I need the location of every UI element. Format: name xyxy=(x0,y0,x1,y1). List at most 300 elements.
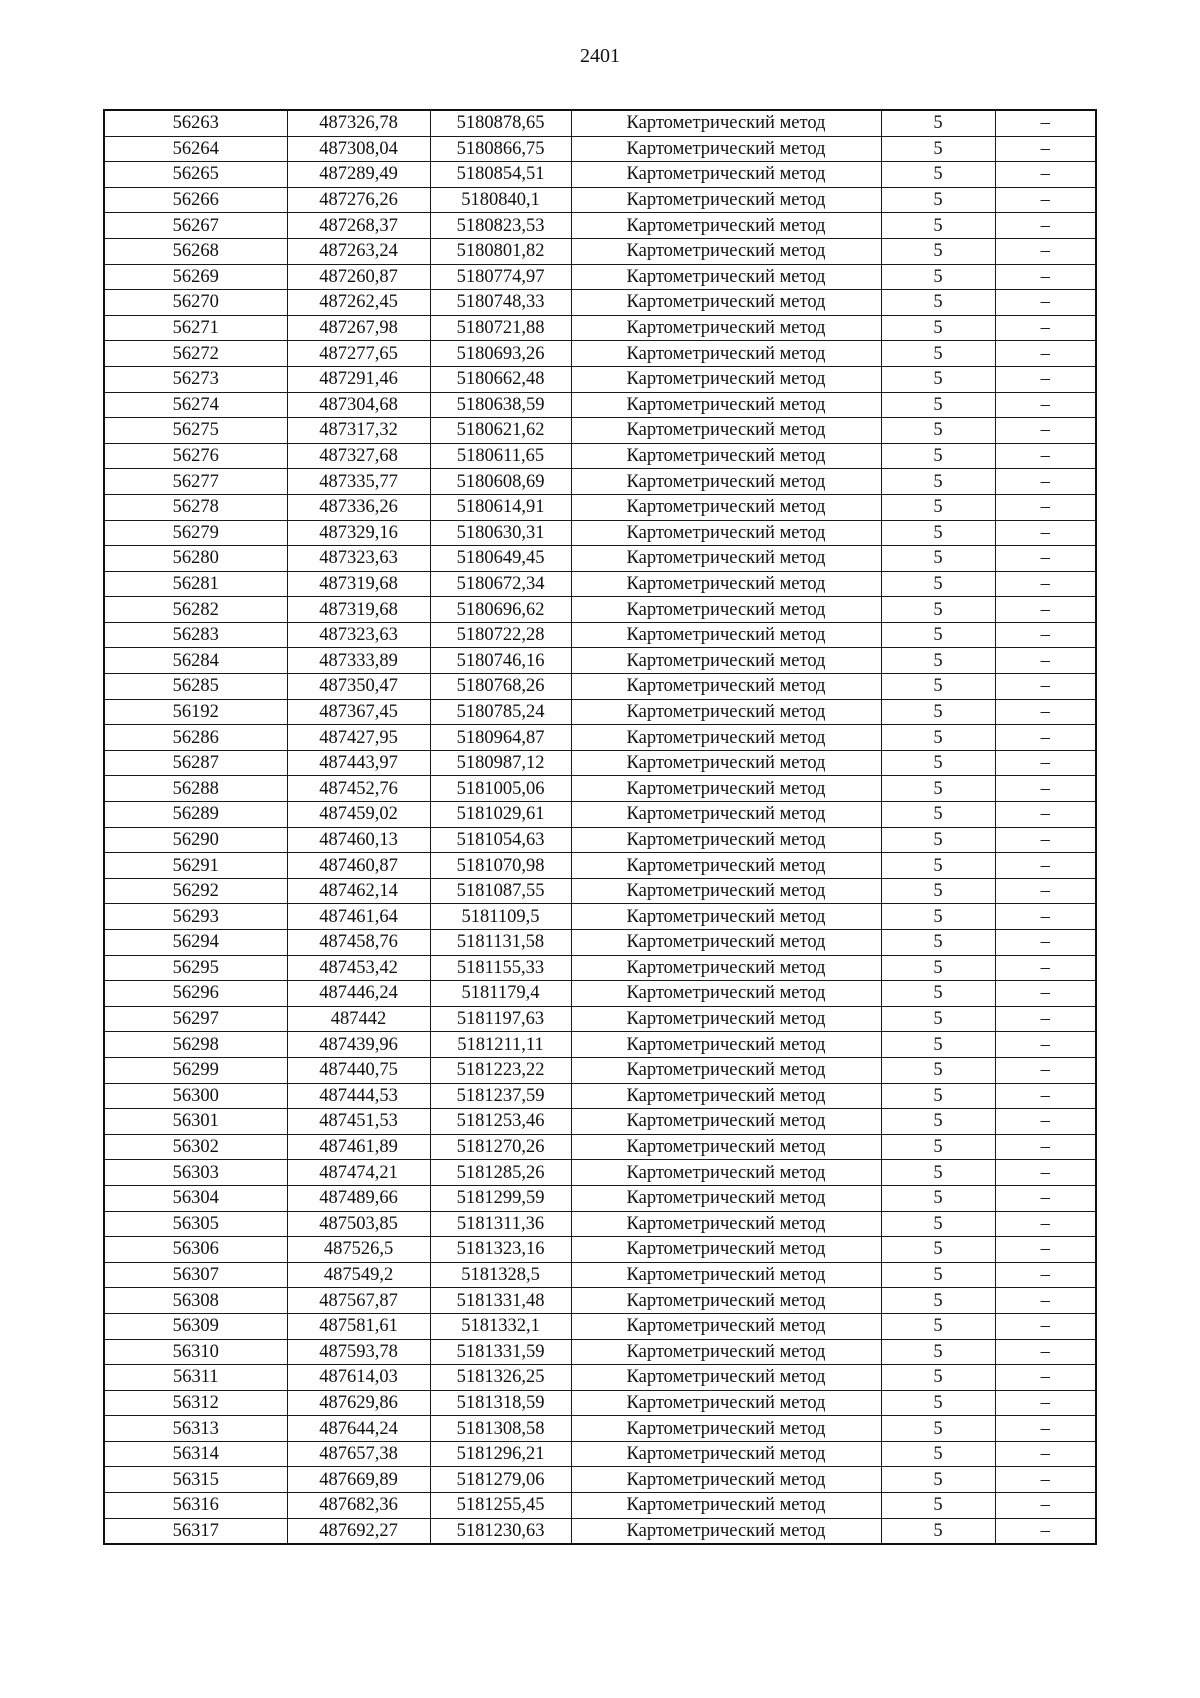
note-cell: – xyxy=(995,1441,1096,1467)
y-coordinate-cell: 5180649,45 xyxy=(430,546,571,572)
note-cell: – xyxy=(995,571,1096,597)
table-row xyxy=(104,1416,1096,1442)
method-cell: Картометрический метод xyxy=(571,1032,881,1058)
accuracy-cell: 5 xyxy=(881,1313,995,1339)
x-coordinate-cell: 487460,13 xyxy=(287,827,430,853)
table-row xyxy=(104,1313,1096,1339)
y-coordinate-cell: 5181179,4 xyxy=(430,981,571,1007)
note-cell: – xyxy=(995,1083,1096,1109)
point-number-cell: 56296 xyxy=(104,981,287,1007)
method-cell: Картометрический метод xyxy=(571,1365,881,1391)
accuracy-cell: 5 xyxy=(881,1365,995,1391)
x-coordinate-cell: 487333,89 xyxy=(287,648,430,674)
y-coordinate-cell: 5180722,28 xyxy=(430,622,571,648)
method-cell: Картометрический метод xyxy=(571,1416,881,1442)
table-row xyxy=(104,853,1096,879)
accuracy-cell: 5 xyxy=(881,341,995,367)
page-number: 2401 xyxy=(580,45,620,67)
table-row xyxy=(104,290,1096,316)
accuracy-cell: 5 xyxy=(881,750,995,776)
x-coordinate-cell: 487319,68 xyxy=(287,597,430,623)
coordinates-table xyxy=(103,109,1097,1545)
x-coordinate-cell: 487444,53 xyxy=(287,1083,430,1109)
y-coordinate-cell: 5181131,58 xyxy=(430,930,571,956)
y-coordinate-cell: 5180878,65 xyxy=(430,110,571,136)
point-number-cell: 56266 xyxy=(104,187,287,213)
point-number-cell: 56302 xyxy=(104,1134,287,1160)
table-row xyxy=(104,238,1096,264)
x-coordinate-cell: 487503,85 xyxy=(287,1211,430,1237)
note-cell: – xyxy=(995,1109,1096,1135)
y-coordinate-cell: 5180785,24 xyxy=(430,699,571,725)
y-coordinate-cell: 5180608,69 xyxy=(430,469,571,495)
table-row xyxy=(104,443,1096,469)
accuracy-cell: 5 xyxy=(881,162,995,188)
y-coordinate-cell: 5181326,25 xyxy=(430,1365,571,1391)
x-coordinate-cell: 487323,63 xyxy=(287,546,430,572)
point-number-cell: 56274 xyxy=(104,392,287,418)
table-row xyxy=(104,1032,1096,1058)
accuracy-cell: 5 xyxy=(881,213,995,239)
note-cell: – xyxy=(995,981,1096,1007)
accuracy-cell: 5 xyxy=(881,853,995,879)
accuracy-cell: 5 xyxy=(881,1416,995,1442)
note-cell: – xyxy=(995,1006,1096,1032)
y-coordinate-cell: 5180630,31 xyxy=(430,520,571,546)
note-cell: – xyxy=(995,1339,1096,1365)
accuracy-cell: 5 xyxy=(881,1057,995,1083)
accuracy-cell: 5 xyxy=(881,187,995,213)
y-coordinate-cell: 5181311,36 xyxy=(430,1211,571,1237)
x-coordinate-cell: 487427,95 xyxy=(287,725,430,751)
accuracy-cell: 5 xyxy=(881,1237,995,1263)
note-cell: – xyxy=(995,853,1096,879)
y-coordinate-cell: 5181270,26 xyxy=(430,1134,571,1160)
note-cell: – xyxy=(995,264,1096,290)
accuracy-cell: 5 xyxy=(881,1134,995,1160)
x-coordinate-cell: 487263,24 xyxy=(287,238,430,264)
y-coordinate-cell: 5180721,88 xyxy=(430,315,571,341)
accuracy-cell: 5 xyxy=(881,290,995,316)
point-number-cell: 56310 xyxy=(104,1339,287,1365)
x-coordinate-cell: 487276,26 xyxy=(287,187,430,213)
accuracy-cell: 5 xyxy=(881,1441,995,1467)
method-cell: Картометрический метод xyxy=(571,1185,881,1211)
table-row xyxy=(104,1518,1096,1544)
table-row xyxy=(104,418,1096,444)
y-coordinate-cell: 5180774,97 xyxy=(430,264,571,290)
method-cell: Картометрический метод xyxy=(571,878,881,904)
x-coordinate-cell: 487489,66 xyxy=(287,1185,430,1211)
point-number-cell: 56307 xyxy=(104,1262,287,1288)
point-number-cell: 56270 xyxy=(104,290,287,316)
point-number-cell: 56267 xyxy=(104,213,287,239)
note-cell: – xyxy=(995,290,1096,316)
y-coordinate-cell: 5180987,12 xyxy=(430,750,571,776)
note-cell: – xyxy=(995,1416,1096,1442)
point-number-cell: 56269 xyxy=(104,264,287,290)
x-coordinate-cell: 487614,03 xyxy=(287,1365,430,1391)
point-number-cell: 56279 xyxy=(104,520,287,546)
table-row xyxy=(104,1083,1096,1109)
x-coordinate-cell: 487291,46 xyxy=(287,366,430,392)
note-cell: – xyxy=(995,366,1096,392)
x-coordinate-cell: 487669,89 xyxy=(287,1467,430,1493)
note-cell: – xyxy=(995,1057,1096,1083)
note-cell: – xyxy=(995,1493,1096,1519)
table-row xyxy=(104,597,1096,623)
y-coordinate-cell: 5181087,55 xyxy=(430,878,571,904)
point-number-cell: 56317 xyxy=(104,1518,287,1544)
y-coordinate-cell: 5180638,59 xyxy=(430,392,571,418)
table-row xyxy=(104,1006,1096,1032)
accuracy-cell: 5 xyxy=(881,1390,995,1416)
method-cell: Картометрический метод xyxy=(571,750,881,776)
x-coordinate-cell: 487567,87 xyxy=(287,1288,430,1314)
accuracy-cell: 5 xyxy=(881,546,995,572)
x-coordinate-cell: 487682,36 xyxy=(287,1493,430,1519)
note-cell: – xyxy=(995,827,1096,853)
x-coordinate-cell: 487323,63 xyxy=(287,622,430,648)
method-cell: Картометрический метод xyxy=(571,571,881,597)
accuracy-cell: 5 xyxy=(881,418,995,444)
note-cell: – xyxy=(995,1160,1096,1186)
accuracy-cell: 5 xyxy=(881,1211,995,1237)
y-coordinate-cell: 5180840,1 xyxy=(430,187,571,213)
table-row xyxy=(104,1288,1096,1314)
x-coordinate-cell: 487459,02 xyxy=(287,802,430,828)
y-coordinate-cell: 5180662,48 xyxy=(430,366,571,392)
method-cell: Картометрический метод xyxy=(571,264,881,290)
note-cell: – xyxy=(995,930,1096,956)
y-coordinate-cell: 5181005,06 xyxy=(430,776,571,802)
method-cell: Картометрический метод xyxy=(571,1518,881,1544)
point-number-cell: 56192 xyxy=(104,699,287,725)
accuracy-cell: 5 xyxy=(881,315,995,341)
x-coordinate-cell: 487644,24 xyxy=(287,1416,430,1442)
y-coordinate-cell: 5181197,63 xyxy=(430,1006,571,1032)
y-coordinate-cell: 5180854,51 xyxy=(430,162,571,188)
point-number-cell: 56312 xyxy=(104,1390,287,1416)
method-cell: Картометрический метод xyxy=(571,622,881,648)
accuracy-cell: 5 xyxy=(881,1032,995,1058)
method-cell: Картометрический метод xyxy=(571,955,881,981)
point-number-cell: 56300 xyxy=(104,1083,287,1109)
method-cell: Картометрический метод xyxy=(571,443,881,469)
note-cell: – xyxy=(995,238,1096,264)
table-row xyxy=(104,469,1096,495)
method-cell: Картометрический метод xyxy=(571,1237,881,1263)
point-number-cell: 56305 xyxy=(104,1211,287,1237)
y-coordinate-cell: 5180801,82 xyxy=(430,238,571,264)
note-cell: – xyxy=(995,878,1096,904)
method-cell: Картометрический метод xyxy=(571,1390,881,1416)
accuracy-cell: 5 xyxy=(881,238,995,264)
point-number-cell: 56287 xyxy=(104,750,287,776)
y-coordinate-cell: 5181070,98 xyxy=(430,853,571,879)
point-number-cell: 56297 xyxy=(104,1006,287,1032)
method-cell: Картометрический метод xyxy=(571,1313,881,1339)
method-cell: Картометрический метод xyxy=(571,469,881,495)
method-cell: Картометрический метод xyxy=(571,136,881,162)
table-row xyxy=(104,1134,1096,1160)
note-cell: – xyxy=(995,776,1096,802)
accuracy-cell: 5 xyxy=(881,392,995,418)
y-coordinate-cell: 5181331,48 xyxy=(430,1288,571,1314)
note-cell: – xyxy=(995,725,1096,751)
note-cell: – xyxy=(995,1390,1096,1416)
table-row xyxy=(104,878,1096,904)
x-coordinate-cell: 487453,42 xyxy=(287,955,430,981)
note-cell: – xyxy=(995,802,1096,828)
y-coordinate-cell: 5180672,34 xyxy=(430,571,571,597)
point-number-cell: 56303 xyxy=(104,1160,287,1186)
note-cell: – xyxy=(995,622,1096,648)
note-cell: – xyxy=(995,469,1096,495)
y-coordinate-cell: 5181331,59 xyxy=(430,1339,571,1365)
y-coordinate-cell: 5180768,26 xyxy=(430,674,571,700)
note-cell: – xyxy=(995,1262,1096,1288)
x-coordinate-cell: 487452,76 xyxy=(287,776,430,802)
accuracy-cell: 5 xyxy=(881,648,995,674)
point-number-cell: 56271 xyxy=(104,315,287,341)
note-cell: – xyxy=(995,1134,1096,1160)
point-number-cell: 56284 xyxy=(104,648,287,674)
accuracy-cell: 5 xyxy=(881,1288,995,1314)
x-coordinate-cell: 487474,21 xyxy=(287,1160,430,1186)
accuracy-cell: 5 xyxy=(881,827,995,853)
table-row xyxy=(104,571,1096,597)
method-cell: Картометрический метод xyxy=(571,1467,881,1493)
table-row xyxy=(104,213,1096,239)
method-cell: Картометрический метод xyxy=(571,290,881,316)
point-number-cell: 56309 xyxy=(104,1313,287,1339)
y-coordinate-cell: 5180693,26 xyxy=(430,341,571,367)
method-cell: Картометрический метод xyxy=(571,1006,881,1032)
y-coordinate-cell: 5180621,62 xyxy=(430,418,571,444)
point-number-cell: 56264 xyxy=(104,136,287,162)
point-number-cell: 56289 xyxy=(104,802,287,828)
point-number-cell: 56298 xyxy=(104,1032,287,1058)
table-row xyxy=(104,1237,1096,1263)
note-cell: – xyxy=(995,418,1096,444)
method-cell: Картометрический метод xyxy=(571,776,881,802)
accuracy-cell: 5 xyxy=(881,136,995,162)
x-coordinate-cell: 487327,68 xyxy=(287,443,430,469)
table-row xyxy=(104,494,1096,520)
table-row xyxy=(104,315,1096,341)
table-row xyxy=(104,187,1096,213)
x-coordinate-cell: 487460,87 xyxy=(287,853,430,879)
point-number-cell: 56311 xyxy=(104,1365,287,1391)
table-row xyxy=(104,1467,1096,1493)
method-cell: Картометрический метод xyxy=(571,1339,881,1365)
y-coordinate-cell: 5181255,45 xyxy=(430,1493,571,1519)
table-row xyxy=(104,136,1096,162)
x-coordinate-cell: 487277,65 xyxy=(287,341,430,367)
y-coordinate-cell: 5180866,75 xyxy=(430,136,571,162)
method-cell: Картометрический метод xyxy=(571,853,881,879)
y-coordinate-cell: 5181211,11 xyxy=(430,1032,571,1058)
y-coordinate-cell: 5181299,59 xyxy=(430,1185,571,1211)
accuracy-cell: 5 xyxy=(881,264,995,290)
table-row xyxy=(104,674,1096,700)
x-coordinate-cell: 487304,68 xyxy=(287,392,430,418)
accuracy-cell: 5 xyxy=(881,494,995,520)
x-coordinate-cell: 487443,97 xyxy=(287,750,430,776)
point-number-cell: 56283 xyxy=(104,622,287,648)
point-number-cell: 56280 xyxy=(104,546,287,572)
note-cell: – xyxy=(995,750,1096,776)
coordinates-table-body xyxy=(104,110,1096,1544)
accuracy-cell: 5 xyxy=(881,366,995,392)
table-row xyxy=(104,1365,1096,1391)
y-coordinate-cell: 5181253,46 xyxy=(430,1109,571,1135)
method-cell: Картометрический метод xyxy=(571,546,881,572)
accuracy-cell: 5 xyxy=(881,904,995,930)
y-coordinate-cell: 5180611,65 xyxy=(430,443,571,469)
note-cell: – xyxy=(995,955,1096,981)
point-number-cell: 56285 xyxy=(104,674,287,700)
accuracy-cell: 5 xyxy=(881,1083,995,1109)
table-row xyxy=(104,110,1096,136)
point-number-cell: 56276 xyxy=(104,443,287,469)
accuracy-cell: 5 xyxy=(881,520,995,546)
note-cell: – xyxy=(995,1185,1096,1211)
point-number-cell: 56294 xyxy=(104,930,287,956)
point-number-cell: 56293 xyxy=(104,904,287,930)
accuracy-cell: 5 xyxy=(881,443,995,469)
accuracy-cell: 5 xyxy=(881,1518,995,1544)
point-number-cell: 56291 xyxy=(104,853,287,879)
point-number-cell: 56301 xyxy=(104,1109,287,1135)
point-number-cell: 56263 xyxy=(104,110,287,136)
accuracy-cell: 5 xyxy=(881,1006,995,1032)
x-coordinate-cell: 487462,14 xyxy=(287,878,430,904)
table-row xyxy=(104,827,1096,853)
x-coordinate-cell: 487593,78 xyxy=(287,1339,430,1365)
point-number-cell: 56308 xyxy=(104,1288,287,1314)
point-number-cell: 56315 xyxy=(104,1467,287,1493)
note-cell: – xyxy=(995,1237,1096,1263)
y-coordinate-cell: 5181332,1 xyxy=(430,1313,571,1339)
note-cell: – xyxy=(995,315,1096,341)
note-cell: – xyxy=(995,1365,1096,1391)
x-coordinate-cell: 487260,87 xyxy=(287,264,430,290)
accuracy-cell: 5 xyxy=(881,597,995,623)
accuracy-cell: 5 xyxy=(881,878,995,904)
point-number-cell: 56281 xyxy=(104,571,287,597)
accuracy-cell: 5 xyxy=(881,571,995,597)
method-cell: Картометрический метод xyxy=(571,366,881,392)
table-row xyxy=(104,1390,1096,1416)
note-cell: – xyxy=(995,520,1096,546)
y-coordinate-cell: 5181285,26 xyxy=(430,1160,571,1186)
table-row xyxy=(104,520,1096,546)
method-cell: Картометрический метод xyxy=(571,1109,881,1135)
y-coordinate-cell: 5180746,16 xyxy=(430,648,571,674)
x-coordinate-cell: 487262,45 xyxy=(287,290,430,316)
accuracy-cell: 5 xyxy=(881,674,995,700)
accuracy-cell: 5 xyxy=(881,725,995,751)
x-coordinate-cell: 487458,76 xyxy=(287,930,430,956)
note-cell: – xyxy=(995,648,1096,674)
table-row xyxy=(104,1185,1096,1211)
table-row xyxy=(104,750,1096,776)
y-coordinate-cell: 5181155,33 xyxy=(430,955,571,981)
y-coordinate-cell: 5181109,5 xyxy=(430,904,571,930)
table-row xyxy=(104,802,1096,828)
y-coordinate-cell: 5181223,22 xyxy=(430,1057,571,1083)
y-coordinate-cell: 5180964,87 xyxy=(430,725,571,751)
point-number-cell: 56314 xyxy=(104,1441,287,1467)
accuracy-cell: 5 xyxy=(881,622,995,648)
table-row xyxy=(104,904,1096,930)
note-cell: – xyxy=(995,341,1096,367)
point-number-cell: 56268 xyxy=(104,238,287,264)
accuracy-cell: 5 xyxy=(881,802,995,828)
x-coordinate-cell: 487317,32 xyxy=(287,418,430,444)
x-coordinate-cell: 487526,5 xyxy=(287,1237,430,1263)
accuracy-cell: 5 xyxy=(881,469,995,495)
method-cell: Картометрический метод xyxy=(571,699,881,725)
method-cell: Картометрический метод xyxy=(571,674,881,700)
table-row xyxy=(104,955,1096,981)
x-coordinate-cell: 487268,37 xyxy=(287,213,430,239)
table-row xyxy=(104,366,1096,392)
note-cell: – xyxy=(995,110,1096,136)
y-coordinate-cell: 5181237,59 xyxy=(430,1083,571,1109)
x-coordinate-cell: 487442 xyxy=(287,1006,430,1032)
table-row xyxy=(104,546,1096,572)
point-number-cell: 56286 xyxy=(104,725,287,751)
table-row xyxy=(104,699,1096,725)
x-coordinate-cell: 487461,89 xyxy=(287,1134,430,1160)
note-cell: – xyxy=(995,546,1096,572)
x-coordinate-cell: 487289,49 xyxy=(287,162,430,188)
note-cell: – xyxy=(995,1288,1096,1314)
point-number-cell: 56282 xyxy=(104,597,287,623)
note-cell: – xyxy=(995,699,1096,725)
note-cell: – xyxy=(995,136,1096,162)
accuracy-cell: 5 xyxy=(881,1160,995,1186)
x-coordinate-cell: 487657,38 xyxy=(287,1441,430,1467)
method-cell: Картометрический метод xyxy=(571,392,881,418)
table-row xyxy=(104,1441,1096,1467)
x-coordinate-cell: 487629,86 xyxy=(287,1390,430,1416)
point-number-cell: 56265 xyxy=(104,162,287,188)
method-cell: Картометрический метод xyxy=(571,648,881,674)
x-coordinate-cell: 487350,47 xyxy=(287,674,430,700)
note-cell: – xyxy=(995,1467,1096,1493)
note-cell: – xyxy=(995,1313,1096,1339)
accuracy-cell: 5 xyxy=(881,1493,995,1519)
y-coordinate-cell: 5181308,58 xyxy=(430,1416,571,1442)
x-coordinate-cell: 487446,24 xyxy=(287,981,430,1007)
y-coordinate-cell: 5181054,63 xyxy=(430,827,571,853)
method-cell: Картометрический метод xyxy=(571,1057,881,1083)
point-number-cell: 56275 xyxy=(104,418,287,444)
method-cell: Картометрический метод xyxy=(571,418,881,444)
method-cell: Картометрический метод xyxy=(571,1493,881,1519)
table-row xyxy=(104,264,1096,290)
y-coordinate-cell: 5181328,5 xyxy=(430,1262,571,1288)
table-row xyxy=(104,1160,1096,1186)
method-cell: Картометрический метод xyxy=(571,725,881,751)
method-cell: Картометрический метод xyxy=(571,315,881,341)
point-number-cell: 56313 xyxy=(104,1416,287,1442)
x-coordinate-cell: 487692,27 xyxy=(287,1518,430,1544)
